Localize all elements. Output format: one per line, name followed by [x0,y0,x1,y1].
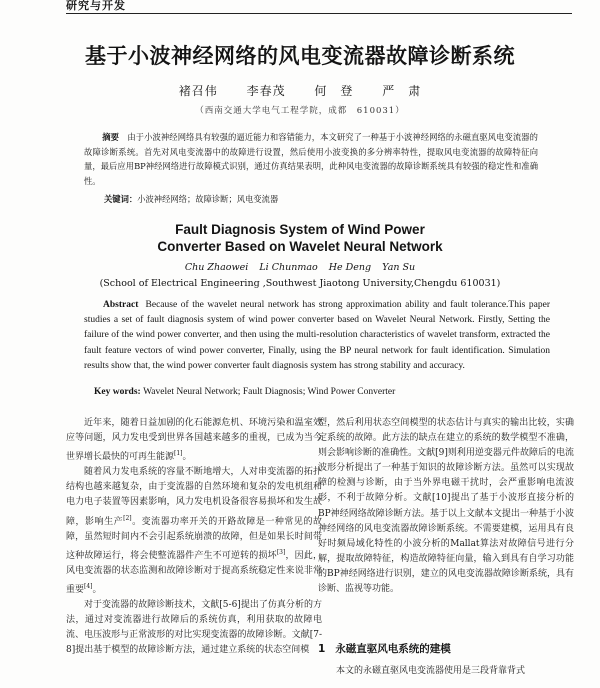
header-rule [66,13,572,14]
body-left-column [66,416,322,658]
section-title: 永磁直驱风电系统的建模 [335,643,451,655]
section-tag: 研究与开发 [66,0,126,12]
paragraph: 对于变流器的故障诊断技术，文献[5-6]提出了仿真分析的方法，通过对变流器进行故障后的系统仿真，利用获取的故障电流、电压波形与正常波形的对比实现变流器的故障诊断。文献[7-8]提出基于模型的故障诊断方法，通过建立系统的状态空间模 [66,600,322,656]
english-authors [0,262,600,273]
chinese-authors [0,82,600,99]
english-title [0,221,600,255]
english-keywords-label: Key words: [94,387,141,397]
author-1: 褚召伟 [178,84,218,98]
english-abstract-text: Because of the wavelet neural network has strong approximation ability and fault tolerance.This paper studies a set of fault diagnosis system of wind power converter based on Wavelet Neural Network. Firstly, Setting the failure of the wind power converter, and then using the multi-resolution characteristics of wavelet transform, extracted the fault feature vectors of wind power converter, Finally, using the BP neural network for fault identification. Simulation results show that, the wind power converter fault diagnosis system has strong stability and accuracy. [84,300,550,371]
body-right-column [318,416,574,597]
english-abstract [84,298,550,374]
english-title-line1: Fault Diagnosis System of Wind Power [175,222,425,237]
author-2: 李春茂 [246,84,286,98]
en-author-2: Li Chunmao [259,262,318,273]
english-abstract-label: Abstract [103,300,139,310]
english-affiliation: (School of Electrical Engineering ,Southwest Jiaotong University,Chengdu 610031) [99,278,501,289]
en-author-4: Yan Su [382,262,416,273]
chinese-keywords-label: 关键词： [104,194,138,204]
paragraph: 近年来，随着日益加剧的化石能源危机、环境污染和温室效应等问题，风力发电受到世界各国越来越多的重视，已成为当今世界增长最快的可再生能源[1]。 [66,418,322,463]
chinese-title: 基于小波神经网络的风电变流器故障诊断系统 [85,44,515,68]
chinese-affiliation: （西南交通大学电气工程学院，成都 610031） [195,106,405,116]
chinese-abstract [84,130,538,188]
paragraph: 本文的永磁直驱风电变流器使用是三段背靠背式 [336,666,526,676]
section-number: 1 [318,643,326,655]
author-4: 严 肃 [382,84,422,98]
paragraph: 随着风力发电系统的容量不断地增大，人对串变流器的拓扑结构也越来越复杂，由于变流器的自然环境和复杂的发电机组和电力电子装置等因素影响，风力发电机设备很容易损坏和发生故障，影响生产[2]。变流器功率开关的开路故障是一种常见的故障，虽然短时间内不会引起系统崩溃的故障，但是如果长时间带这种故障运行，将会使整流器件产生不可逆转的损坏[3]，因此，风电变流器的状态监测和故障诊断对于提高系统稳定性来说非常重要[4]。 [66,467,322,595]
author-3: 何 登 [314,84,354,98]
english-keywords [94,387,550,397]
chinese-abstract-label: 摘要 [102,132,120,142]
english-keywords-text: Wavelet Neural Network; Fault Diagnosis; Wind Power Converter [143,387,396,397]
paragraph: 型，然后利用状态空间模型的状态估计与真实的输出比较，实确定系统的故障。此方法的缺点在建立的系统的数学模型不准确，则会影响诊断的准确性。文献[9]则利用逆变器元件故障后的电流波形分析提出了一种基于知识的故障诊断方法。虽然可以实现故障的检测与诊断，由于当外界电磁干扰时，会严重影响电流波形，不利于故障分析。文献[10]提出了基于小波形直接分析的BP神经网络故障诊断方法。基于以上文献本文提出一种基于小波神经网络的风电变流器故障诊断系统。不需要建模，运用具有良好时频局域化特性的小波分析的Mallat算法对故障信号进行分解，提取故障特征，构造故障特征向量，输入到具有自学习功能的BP神经网络进行识别，建立的风电变流器故障诊断系统，具有诊断、监视等功能。 [318,418,574,595]
chinese-keywords [104,193,538,205]
english-title-line2: Converter Based on Wavelet Neural Network [157,239,443,254]
chinese-keywords-text: 小波神经网络；故障诊断；风电变流器 [137,194,279,204]
en-author-3: He Deng [328,262,372,273]
chinese-abstract-text: 由于小波神经网络具有较强的逼近能力和容错能力，本文研究了一种基于小波神经网络的永磁直驱风电变流器的故障诊断系统。首先对风电变流器中的故障进行设置，然后使用小波变换的多分辨率特性，提取风电变流器的故障特征向量，最后应用BP神经网络进行故障模式识别，通过仿真结果表明，此种风电变流器的故障诊断系统具有较强的稳定性和准确性。 [84,132,538,186]
section-heading [318,641,461,656]
en-author-1: Chu Zhaowei [184,262,249,273]
